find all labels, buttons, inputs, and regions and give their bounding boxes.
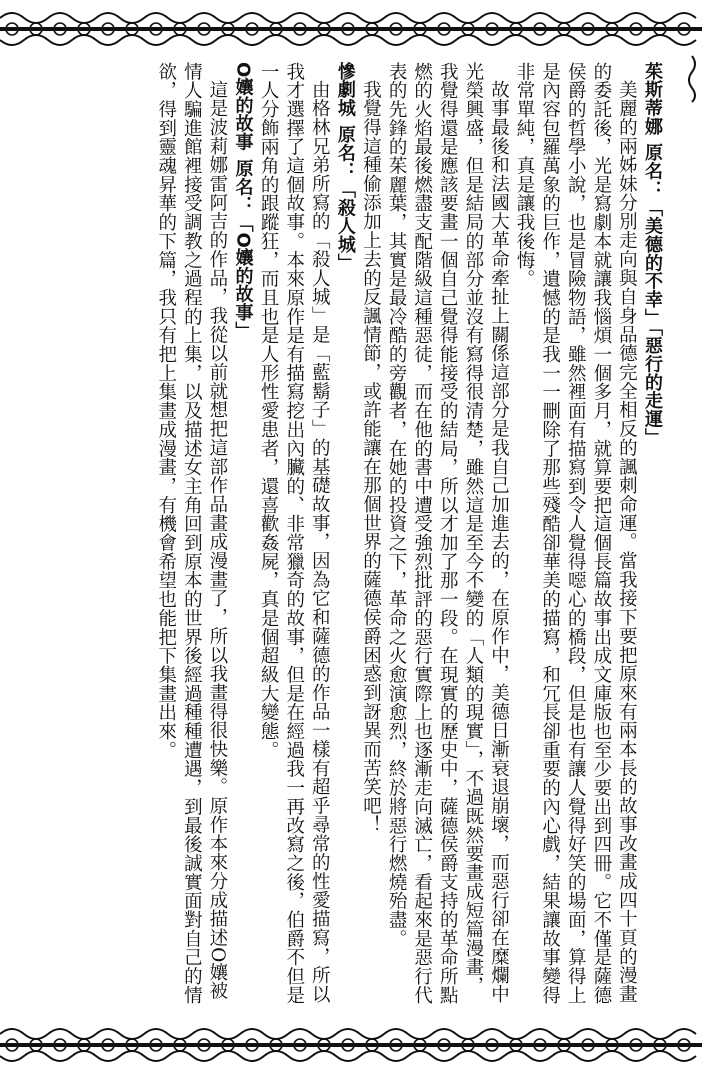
original-name: 「美德的不幸」: [642, 198, 663, 327]
paragraph: 這是波莉娜雷阿吉的作品，我從以前就想把這部作品畫成漫畫了，所以我畫得很快樂。原作本來分成描述O孃被情人騙進館裡接受調教之過程的上集，以及描述女主角回到原本的世界後經過種種遭遇，到最後誠實面對自己的情欲，得到靈魂昇華的下篇，我只有把上集畫成漫畫，有機會希望也能把下集畫出來。: [155, 62, 228, 1005]
original-name-label: 原名：: [232, 159, 254, 215]
original-name: 「惡行的走運」: [642, 326, 663, 447]
section-title: 慘劇城: [334, 62, 356, 118]
section-heading-story-of-o: [230, 62, 256, 1014]
paragraph: 故事最後和法國大革命牽扯上關係這部分是我自己加進去的，在原作中，美德日漸衰退崩壞，而惡行卻在糜爛中光榮興盛，但是結局的部分並沒有寫得很清楚，雖然這是至今不變的「人類的現實」，不過既然要畫成短篇漫畫，我覺得還是應該要畫一個自己覺得能接受的結局，所以才加了那一段。在現實的歷史中，薩德侯爵支持的革命所點燃的火焰最後燃盡支配階級這種惡徒，而在他的書中遭受強烈批評的惡行實際上也逐漸走向滅亡，看起來是惡行代表的先鋒的茱麗葉，其實是最冷酷的旁觀者，在她的投資之下，革命之火愈演愈烈，終於將惡行燃燒殆盡。: [386, 62, 510, 1005]
corner-ornament: [684, 54, 700, 104]
decorative-top-border: [0, 6, 702, 52]
original-name-label: 原名：: [334, 125, 356, 181]
section-title: O孃的故事: [232, 62, 254, 152]
decorative-bottom-border: [0, 1022, 702, 1068]
paragraph: 由格林兄弟所寫的「殺人城」是「藍鬍子」的基礎故事，因為它和薩德的作品一樣有超乎尋常的性愛描寫，所以我才選擇了這個故事。本來原作是有描寫挖出內臟的、非常獵奇的故事，但是在經過我一再改寫之後，伯爵不但是一人分飾兩角的跟蹤狂，而且也是人形性愛患者，還喜歡姦屍，真是個超級大變態。: [258, 62, 331, 1005]
section-title: 茱斯蒂娜: [642, 62, 663, 136]
original-name: 「O孃的故事」: [232, 214, 254, 340]
section-heading-justine: [639, 62, 665, 1014]
article-text: [40, 62, 665, 1014]
paragraph: 我覺得這種偷添加上去的反諷情節，或許能讓在那個世界的薩德侯爵困惑到訝異而苦笑吧！: [360, 80, 382, 834]
paragraph: 美麗的兩姊妹分別走向與自身品德完全相反的諷刺命運。當我接下要把原來有兩本長的故事改畫成四十頁的漫畫的委託後，光是寫劇本就讓我惱煩一個多月，就算要把這個長篇故事出成文庫版也至少要出到四冊。它不僅是薩德侯爵的哲學小說，也是冒險物語，雖然裡面有描寫到令人覺得噁心的橋段，但是也有讓人覺得好笑的場面，算得上是內容包羅萬象的巨作，遺憾的是我一一刪除了那些殘酷卻華美的描寫，和冗長卻重要的內心戲，結果讓故事變得非常單純，真是讓我後悔。: [514, 62, 638, 1005]
section-heading-tragedy-castle: [332, 62, 358, 1014]
original-name-label: 原名：: [642, 143, 663, 199]
original-name: 「殺人城」: [334, 180, 356, 272]
